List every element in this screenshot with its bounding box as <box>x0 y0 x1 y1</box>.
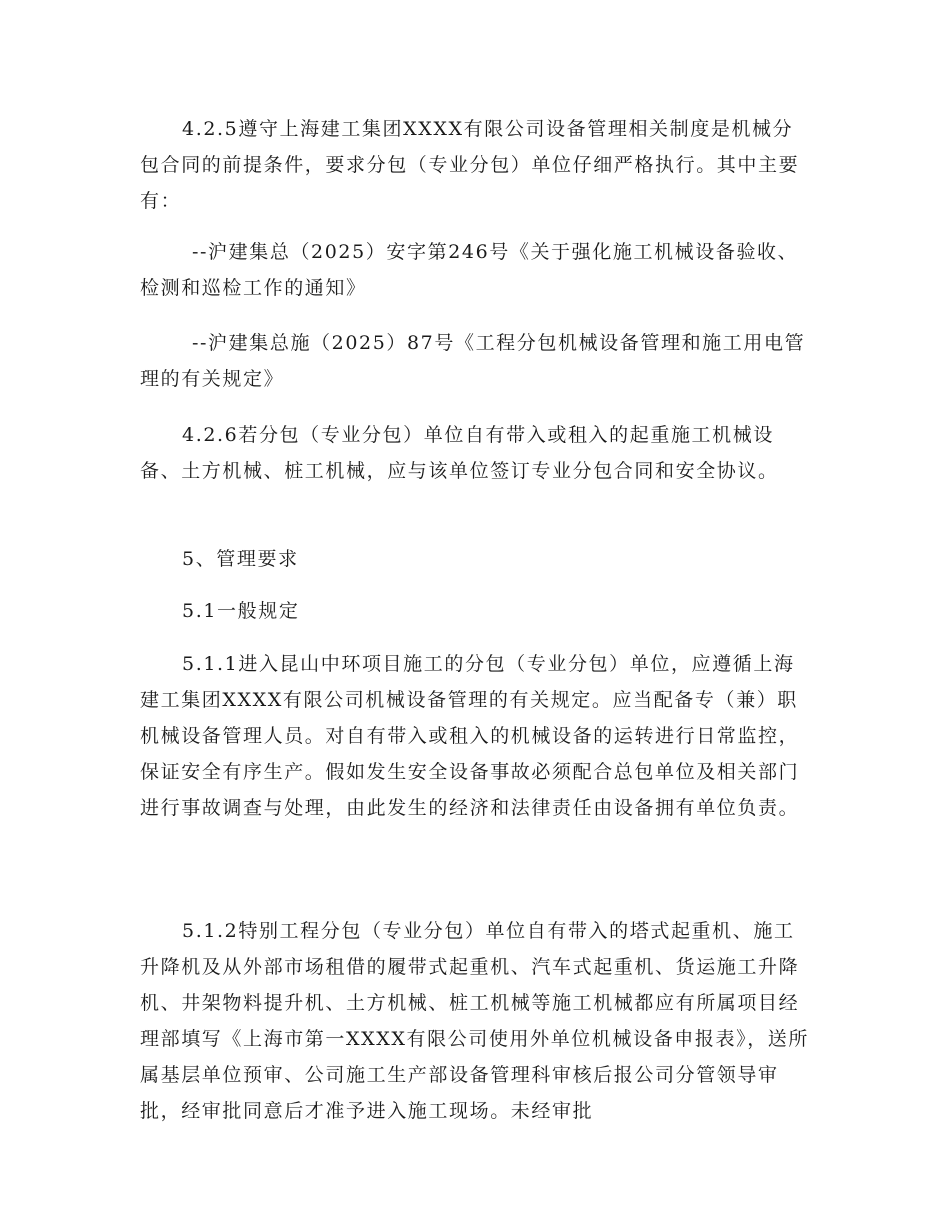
reference-notice-87: --沪建集总施（2025）87号《工程分包机械设备管理和施工用电管理的有关规定》 <box>140 332 806 390</box>
reference-notice-246: --沪建集总（2025）安字第246号《关于强化施工机械设备验收、检测和巡检工作的通知》 <box>140 241 799 299</box>
section-heading-5: 5、管理要求 <box>182 548 299 570</box>
paragraph-4-2-5: 4.2.5遵守上海建工集团XXXX有限公司设备管理相关制度是机械分包合同的前提条件，要求分包（专业分包）单位仔细严格执行。其中主要有： <box>140 118 800 212</box>
paragraph-5-1-2: 5.1.2特别工程分包（专业分包）单位自有带入的塔式起重机、施工升降机及从外部市场租借的履带式起重机、汽车式起重机、货运施工升降机、井架物料提升机、土方机械、桩工机械等施工机械都应有所属项目经理部填写《上海市第一XXXX有限公司使用外单位机械设备申报表》，送所属基层单位预审、公司施工生产部设备管理科审核后报公司分管领导审批，经审批同意后才准予进入施工现场。未经审批 <box>140 920 810 1122</box>
paragraph-4-2-6: 4.2.6若分包（专业分包）单位自有带入或租入的起重施工机械设备、土方机械、桩工机械，应与该单位签订专业分包合同和安全协议。 <box>140 424 779 482</box>
paragraph-5-1-1: 5.1.1进入昆山中环项目施工的分包（专业分包）单位，应遵循上海建工集团XXXX有限公司机械设备管理的有关规定。应当配备专（兼）职机械设备管理人员。对自有带入或租入的机械设备的运转进行日常监控，保证安全有序生产。假如发生安全设备事故必须配合总包单位及相关部门进行事故调查与处理，由此发生的经济和法律责任由设备拥有单位负责。 <box>140 653 800 819</box>
subsection-heading-5-1: 5.1一般规定 <box>182 600 300 622</box>
